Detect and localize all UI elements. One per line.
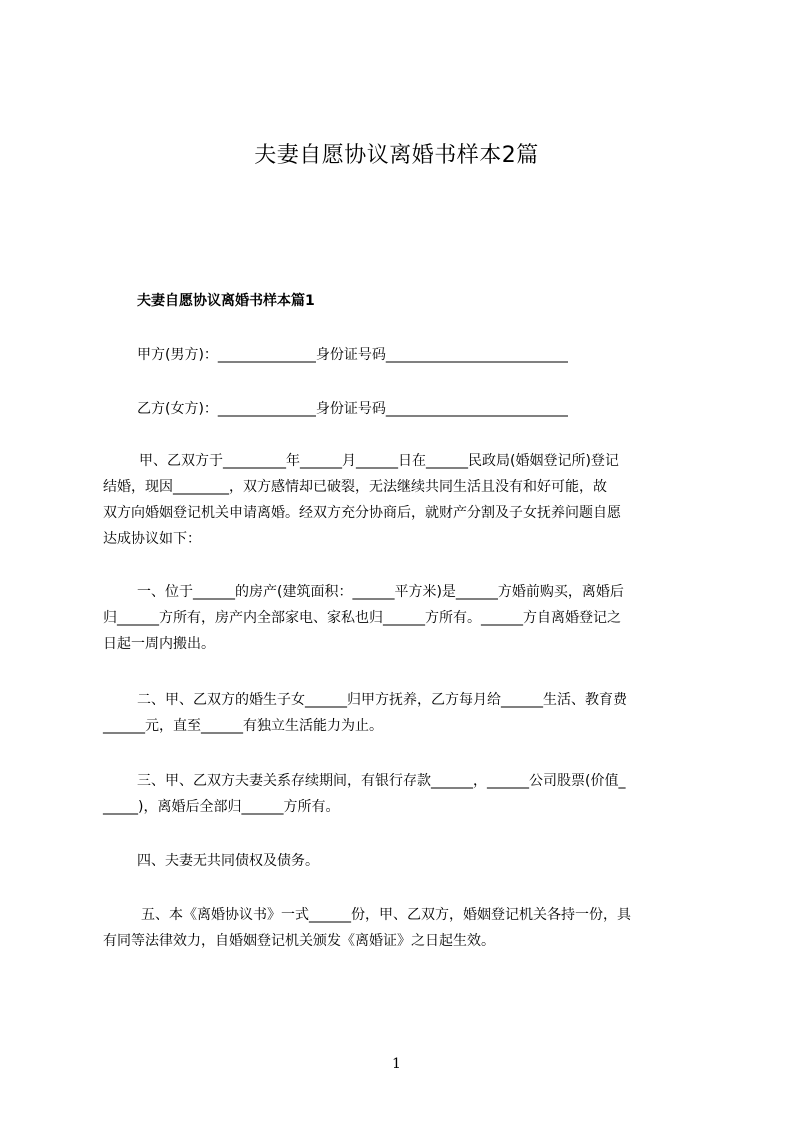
party-b-line	[137, 396, 737, 422]
intro-line-2: 结婚，现因________，双方感情却已破裂，无法继续共同生活且没有和好可能，故	[103, 479, 607, 495]
page-number: 1	[392, 1056, 401, 1072]
intro-line-4: 达成协议如下：	[103, 531, 201, 547]
intro-line-1: 甲、乙双方于_________年______月______日在______民政局(婚姻登记所)登记	[139, 453, 619, 469]
clause-3-line-1: 三、甲、乙双方夫妻关系存续期间，有银行存款______，______公司股票(价值_	[137, 773, 626, 789]
clause-2	[103, 687, 703, 739]
clause-1-line-3: 日起一周内搬出。	[103, 636, 215, 652]
clause-4-text: 四、夫妻无共同债权及债务。	[137, 853, 319, 869]
clause-5-line-2: 有同等法律效力，自婚姻登记机关颁发《离婚证》之日起生效。	[103, 933, 495, 949]
clause-1-line-2: 归______方所有，房产内全部家电、家私也归______方所有。______方自离婚登记之	[103, 610, 621, 626]
clause-1-line-1: 一、位于______的房产(建筑面积：______平方米)是______方婚前购买，离婚后	[137, 584, 624, 600]
clause-2-line-1: 二、甲、乙双方的婚生子女______归甲方抚养，乙方每月给______生活、教育费	[137, 692, 627, 708]
document-title: 夫妻自愿协议离婚书样本2篇	[254, 143, 539, 168]
clause-2-line-2: ______元，直至______有独立生活能力为止。	[103, 718, 383, 734]
clause-5-line-1: 五、本《离婚协议书》一式______份，甲、乙双方，婚姻登记机关各持一份，具	[141, 907, 631, 923]
clause-3-line-2: _____)，离婚后全部归______方所有。	[103, 799, 340, 815]
intro-line-3: 双方向婚姻登记机关申请离婚。经双方充分协商后，就财产分割及子女抚养问题自愿	[103, 505, 621, 521]
clause-3	[103, 768, 703, 820]
clause-5	[103, 902, 703, 954]
party-a-text: 甲方(男方)：______________身份证号码__________________________	[137, 347, 568, 363]
clause-4	[137, 848, 737, 874]
section-heading: 夫妻自愿协议离婚书样本篇1	[137, 293, 315, 309]
intro-paragraph	[103, 448, 703, 552]
clause-1	[103, 579, 703, 657]
party-b-text: 乙方(女方)：______________身份证号码__________________________	[137, 401, 568, 417]
party-a-line	[137, 342, 737, 368]
